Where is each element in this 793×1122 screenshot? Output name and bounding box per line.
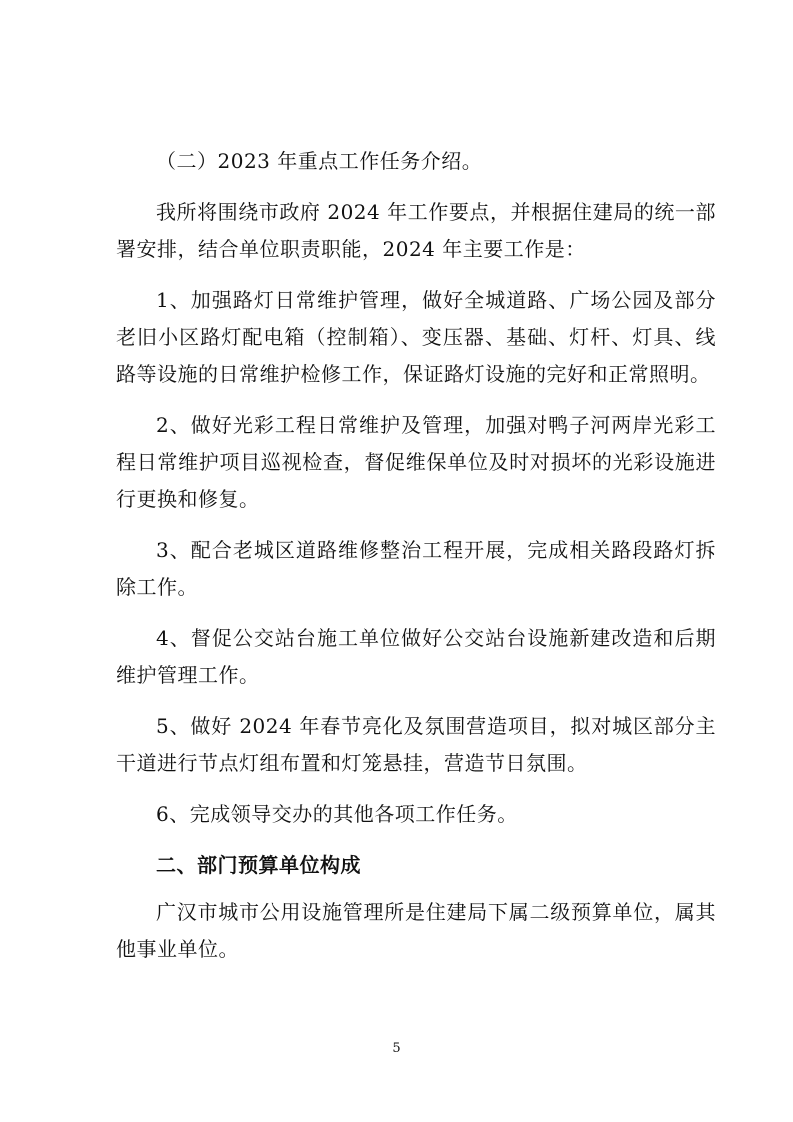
task-item-2: 2、做好光彩工程日常维护及管理，加强对鸭子河两岸光彩工程日常维护项目巡视检查，督促维保单位及时对损坏的光彩设施进行更换和修复。 <box>116 413 716 511</box>
page-number: 5 <box>392 1041 401 1056</box>
section-title: （二）2023 年重点工作任务介绍。 <box>156 149 483 173</box>
task-item-1: 1、加强路灯日常维护管理，做好全城道路、广场公园及部分老旧小区路灯配电箱（控制箱）、变压器、基础、灯杆、灯具、线路等设施的日常维护检修工作，保证路灯设施的完好和正常照明。 <box>116 288 716 386</box>
intro-paragraph: 我所将围绕市政府 2024 年工作要点，并根据住建局的统一部署安排，结合单位职责职能，2024 年主要工作是： <box>116 200 716 261</box>
task-item-3: 3、配合老城区道路维修整治工程开展，完成相关路段路灯拆除工作。 <box>116 538 716 599</box>
task-item-6: 6、完成领导交办的其他各项工作任务。 <box>156 802 518 826</box>
task-item-4: 4、督促公交站台施工单位做好公交站台设施新建改造和后期维护管理工作。 <box>116 626 716 687</box>
section2-heading: 二、部门预算单位构成 <box>156 853 361 877</box>
document-body <box>116 143 716 968</box>
task-item-5: 5、做好 2024 年春节亮化及氛围营造项目，拟对城区部分主干道进行节点灯组布置和灯笼悬挂，营造节日氛围。 <box>116 714 716 775</box>
section2-body: 广汉市城市公用设施管理所是住建局下属二级预算单位，属其他事业单位。 <box>116 900 716 961</box>
